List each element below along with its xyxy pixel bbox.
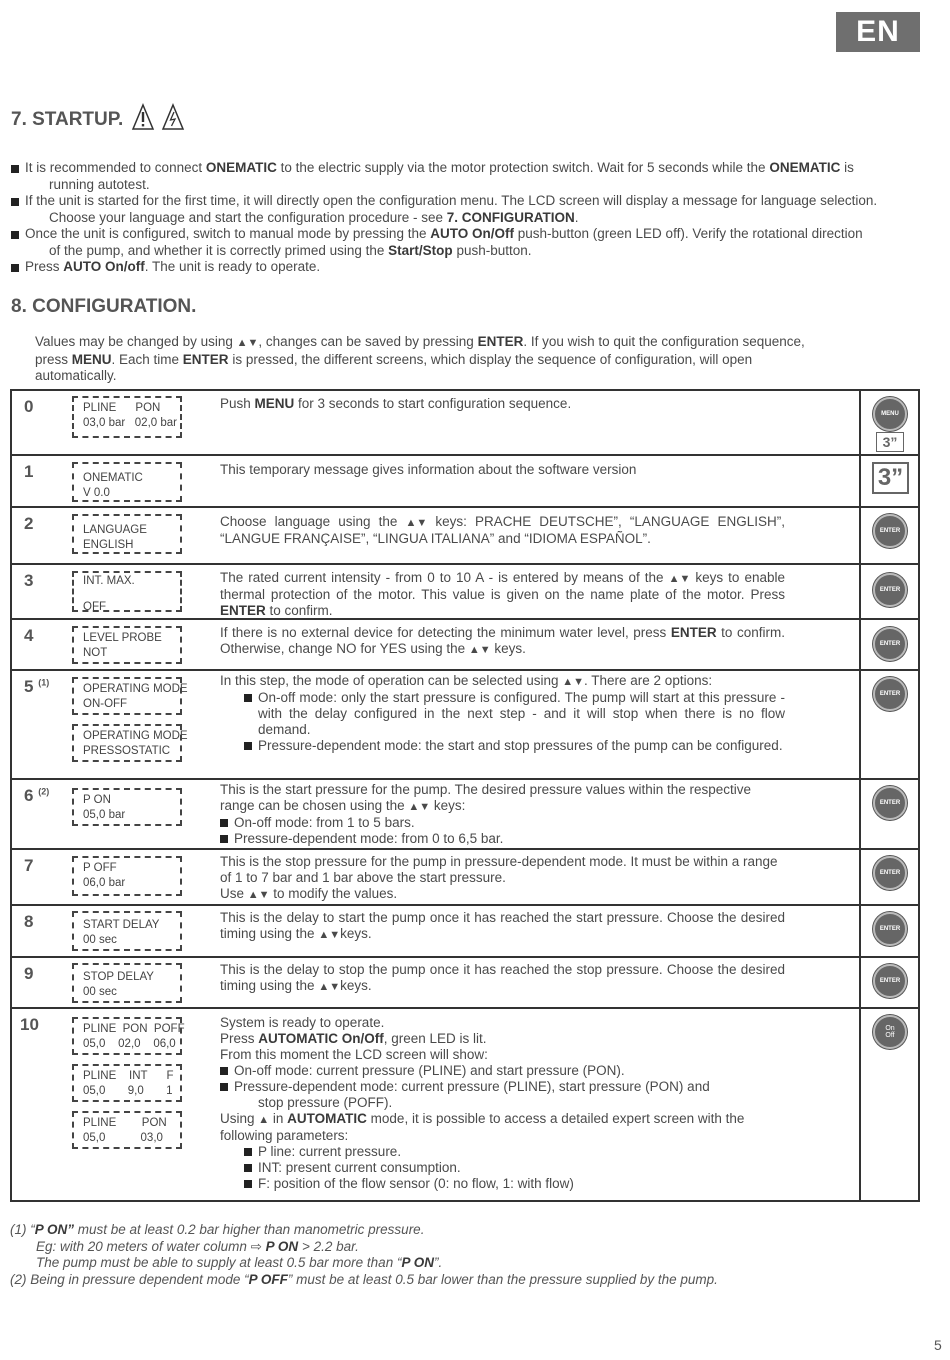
text: is pressed, the different screens, which display the sequence of configuration, will open (228, 351, 753, 367)
text: press (35, 351, 72, 367)
text: push-button (green LED off). Verify the rotational direction (513, 226, 863, 241)
text: This is the start pressure for the pump. The desired pressure values within the respective range can be chosen using the (220, 782, 752, 813)
text: ”. (433, 1255, 443, 1270)
text: to modify the values. (269, 886, 398, 901)
enter-button-icon: ENTER (873, 856, 907, 890)
text: If the unit is started for the first time, it will directly open the configuration menu. The LCD screen will display a message for language selection. (25, 193, 878, 208)
text: automatically. (35, 368, 117, 383)
text: Pressure-dependent mode: current pressure (PLINE), start pressure (PON) and (234, 1079, 710, 1094)
list-item (11, 160, 931, 193)
lcd-display: PLINE PON 03,0 bar 02,0 bar (72, 396, 182, 438)
text: The rated current intensity - from 0 to 10 A - is entered by means of the (220, 570, 669, 585)
lcd-display: PLINE INT F 05,0 9,0 1 (72, 1064, 182, 1102)
text: System is ready to operate. (220, 1015, 385, 1030)
list-item (11, 226, 931, 259)
arrow-keys-icon: ▲▼ (405, 517, 428, 529)
bullet-square-icon (11, 165, 19, 173)
list-item (220, 831, 785, 847)
list-item (220, 1063, 785, 1079)
step-number: 1 (24, 462, 34, 481)
list-item (11, 259, 931, 276)
config-step-5 (12, 671, 918, 780)
text: keys: PRACHE DEUTSCHE”, “LANGUAGE ENGLISH”, “LANGUE FRANÇAISE”, “LINGUA ITALIANA” and “IDIOMA ESPAÑOL”. (220, 514, 785, 546)
bullet-square-icon (220, 835, 228, 843)
lcd-display: INT. MAX. OFF (72, 571, 182, 612)
bullet-square-icon (220, 1083, 228, 1091)
bold-text: AUTO On/Off (430, 226, 514, 241)
step-number: 10 (20, 1015, 39, 1034)
enter-button-icon: ENTER (873, 786, 907, 820)
text: Once the unit is configured, switch to manual mode by pressing the (25, 226, 431, 241)
text: Pressure-dependent mode: from 0 to 6,5 bar. (234, 831, 504, 846)
text: This is the delay to start the pump once it has reached the start pressure. Choose the desired timing using the (220, 910, 785, 941)
text: From this moment the LCD screen will show: (220, 1047, 488, 1062)
text: keys. (340, 978, 372, 993)
arrow-keys-icon: ▲▼ (668, 573, 691, 585)
step-number: 9 (24, 964, 34, 983)
list-item (244, 1144, 785, 1160)
page-number: 5 (934, 1337, 942, 1353)
text: , green LED is lit. (383, 1031, 487, 1046)
arrow-keys-icon: ▲▼ (247, 889, 270, 901)
config-step-4 (12, 620, 918, 671)
lcd-display: START DELAY 00 sec (72, 911, 182, 951)
bold-text: ENTER (670, 625, 717, 640)
text: in (269, 1111, 288, 1126)
section-heading-configuration: 8. CONFIGURATION. (11, 296, 197, 317)
language-badge: EN (836, 12, 920, 52)
list-item (244, 1160, 785, 1176)
lcd-display: P ON 05,0 bar (72, 788, 182, 826)
on-off-button-icon (873, 1015, 907, 1049)
text: keys: (430, 798, 466, 813)
text: ” must be at least 0.5 bar lower than the pressure supplied by the pump. (287, 1271, 718, 1287)
bullet-square-icon (244, 1180, 252, 1188)
bold-text: AUTOMATIC (287, 1111, 367, 1126)
bold-text: 7. CONFIGURATION (446, 209, 575, 225)
text: is (840, 160, 854, 175)
bold-text: P OFF (248, 1271, 288, 1287)
text: (2) Being in pressure dependent mode “ (10, 1271, 249, 1287)
bullet-square-icon (244, 742, 252, 750)
footnotes (10, 1222, 910, 1288)
text: . There are 2 options: (584, 673, 713, 688)
section-heading-startup (11, 103, 185, 131)
text: 5 (24, 677, 34, 696)
text: must be at least 0.2 bar higher than manometric pressure. (74, 1222, 425, 1237)
lcd-display: LANGUAGE ENGLISH (72, 514, 182, 554)
bullet-square-icon (11, 264, 19, 272)
bold-text: ENTER (477, 334, 524, 349)
text: Off (885, 1032, 895, 1039)
text: Choose your language and start the configuration procedure - see (49, 209, 447, 225)
lcd-display: LEVEL PROBE NOT (72, 626, 182, 664)
list-item (244, 738, 785, 754)
three-seconds-label: 3” (872, 462, 909, 494)
list-item (220, 1079, 785, 1111)
text: Use (220, 886, 248, 901)
bold-text: Start/Stop (388, 242, 453, 258)
text: keys. (340, 926, 372, 941)
list-item (244, 690, 785, 738)
step-number: 2 (24, 514, 34, 533)
text: mode, it is possible to access a detailed expert screen with the following parameters: (220, 1111, 745, 1143)
lcd-display: PLINE PON 05,0 03,0 (72, 1111, 182, 1149)
bold-text: MENU (254, 396, 295, 411)
footnote-marker: (1) (38, 677, 50, 688)
enter-button-icon: ENTER (873, 514, 907, 548)
lcd-display: OPERATING MODE PRESSOSTATIC (72, 724, 182, 762)
lcd-display: P OFF 06,0 bar (72, 856, 182, 896)
text: INT: present current consumption. (258, 1160, 461, 1175)
config-step-10 (12, 1009, 918, 1200)
text: On-off mode: only the start pressure is configured. The pump will start at this pressure - with the delay configured in the next step - and it will stop when there is no flow demand. (258, 690, 785, 737)
bullet-square-icon (11, 231, 19, 239)
config-step-8 (12, 906, 918, 958)
text: > 2.2 bar. (298, 1238, 359, 1254)
bullet-square-icon (244, 1148, 252, 1156)
bold-text: AUTO On/off (63, 259, 145, 274)
bullet-square-icon (220, 819, 228, 827)
config-step-9 (12, 958, 918, 1009)
text: . Each time (111, 351, 183, 367)
lcd-display: ONEMATIC V 0.0 (72, 462, 182, 502)
step-number: 7 (24, 856, 34, 875)
list-item (244, 1176, 785, 1192)
text: On-off mode: current pressure (PLINE) and start pressure (PON). (234, 1063, 625, 1078)
text: Press (25, 259, 64, 274)
step-description: This temporary message gives information about the software version (220, 462, 637, 477)
config-step-1 (12, 456, 918, 508)
text: F: position of the flow sensor (0: no flow, 1: with flow) (258, 1176, 574, 1191)
text: This is the stop pressure for the pump in pressure-dependent mode. It must be within a range of 1 to 7 bar and 1 bar above the start pressure. (220, 854, 778, 885)
arrow-keys-icon: ▲▼ (562, 676, 585, 688)
text: running autotest. (49, 176, 150, 192)
config-step-7 (12, 850, 918, 906)
three-seconds-label: 3” (876, 432, 904, 452)
text: to the electric supply via the motor protection switch. Wait for 5 seconds while the (276, 160, 770, 175)
config-step-2 (12, 508, 918, 565)
startup-title: 7. STARTUP. (11, 109, 124, 130)
text: 6 (24, 786, 34, 805)
enter-button-icon: ENTER (873, 912, 907, 946)
text: Push (220, 396, 255, 411)
bold-text: MENU (71, 351, 112, 367)
arrow-keys-icon: ▲▼ (468, 644, 491, 656)
config-step-3 (12, 565, 918, 620)
enter-button-icon: ENTER (873, 677, 907, 711)
bold-text: ONEMATIC (769, 160, 841, 175)
bold-text: AUTOMATIC On/Off (258, 1031, 384, 1046)
bold-text: P ON (401, 1255, 434, 1270)
arrow-keys-icon: ▲▼ (408, 801, 431, 813)
step-number: 8 (24, 912, 34, 931)
arrow-right-icon: ⇨ (250, 1238, 262, 1254)
text: of the pump, and whether it is correctly primed using the (49, 242, 389, 258)
bold-text: ENTER (220, 603, 266, 618)
text: This is the delay to stop the pump once it has reached the stop pressure. Choose the desired timing using the (220, 962, 785, 993)
lcd-display: STOP DELAY 00 sec (72, 963, 182, 1003)
arrow-keys-icon: ▲▼ (236, 337, 259, 349)
bullet-square-icon (11, 198, 19, 206)
text: stop pressure (POFF). (258, 1095, 393, 1110)
bold-text: ONEMATIC (205, 160, 277, 175)
bullet-square-icon (244, 694, 252, 702)
electrical-hazard-icon (161, 103, 185, 131)
enter-button-icon: ENTER (873, 627, 907, 661)
text: It is recommended to connect (25, 160, 206, 175)
text: Eg: with 20 meters of water column (36, 1238, 251, 1254)
text: On-off mode: from 1 to 5 bars. (234, 815, 415, 830)
list-item (11, 193, 931, 226)
step-number (24, 677, 49, 697)
bullet-square-icon (244, 1164, 252, 1172)
arrow-keys-icon: ▲▼ (318, 981, 341, 993)
text: , changes can be saved by pressing (258, 334, 478, 349)
text: The pump must be able to supply at least 0.5 bar more than “ (36, 1255, 402, 1270)
enter-button-icon: ENTER (873, 964, 907, 998)
arrow-up-icon: ▲ (258, 1114, 270, 1126)
text: Using (220, 1111, 259, 1126)
text: for 3 seconds to start configuration sequence. (294, 396, 572, 411)
text: (1) “ (10, 1222, 35, 1237)
step-number: 0 (24, 397, 34, 416)
text: Pressure-dependent mode: the start and stop pressures of the pump can be configured. (258, 738, 783, 753)
text: On (885, 1025, 895, 1032)
startup-bullets (11, 160, 931, 276)
text: Values may be changed by using (35, 334, 237, 349)
text: push-button. (452, 242, 532, 258)
text: Choose language using the (220, 514, 406, 529)
lcd-display: OPERATING MODE ON-OFF (72, 677, 182, 715)
step-number (24, 786, 49, 806)
lcd-display: PLINE PON POFF 05,0 02,0 06,0 (72, 1017, 182, 1055)
configuration-intro (35, 334, 905, 385)
list-item (220, 815, 785, 831)
text: keys to enable thermal protection of the motor. This value is given on the name plate of the motor. Press (220, 570, 785, 602)
text: P line: current pressure. (258, 1144, 402, 1159)
text: . If you wish to quit the configuration sequence, (523, 334, 805, 349)
text: In this step, the mode of operation can be selected using (220, 673, 563, 688)
menu-button-icon: MENU (873, 397, 907, 431)
enter-button-icon: ENTER (873, 573, 907, 607)
text: to confirm. Otherwise, change NO for YES using the (220, 625, 785, 656)
bold-text: P ON” (34, 1222, 75, 1237)
text: . The unit is ready to operate. (144, 259, 321, 274)
text: Press (220, 1031, 259, 1046)
text: . (574, 209, 579, 225)
configuration-table (10, 389, 920, 1202)
footnote-marker: (2) (38, 786, 50, 797)
warning-icon (131, 103, 155, 131)
bold-text: P ON (265, 1238, 299, 1254)
bold-text: ENTER (182, 351, 229, 367)
bullet-square-icon (220, 1067, 228, 1075)
step-number: 3 (24, 571, 34, 590)
text: keys. (490, 641, 526, 656)
config-step-0 (12, 391, 918, 456)
arrow-keys-icon: ▲▼ (318, 929, 341, 941)
text: to confirm. (265, 603, 333, 618)
step-number: 4 (24, 626, 34, 645)
text: If there is no external device for detecting the minimum water level, press (220, 625, 671, 640)
config-step-6 (12, 780, 918, 850)
